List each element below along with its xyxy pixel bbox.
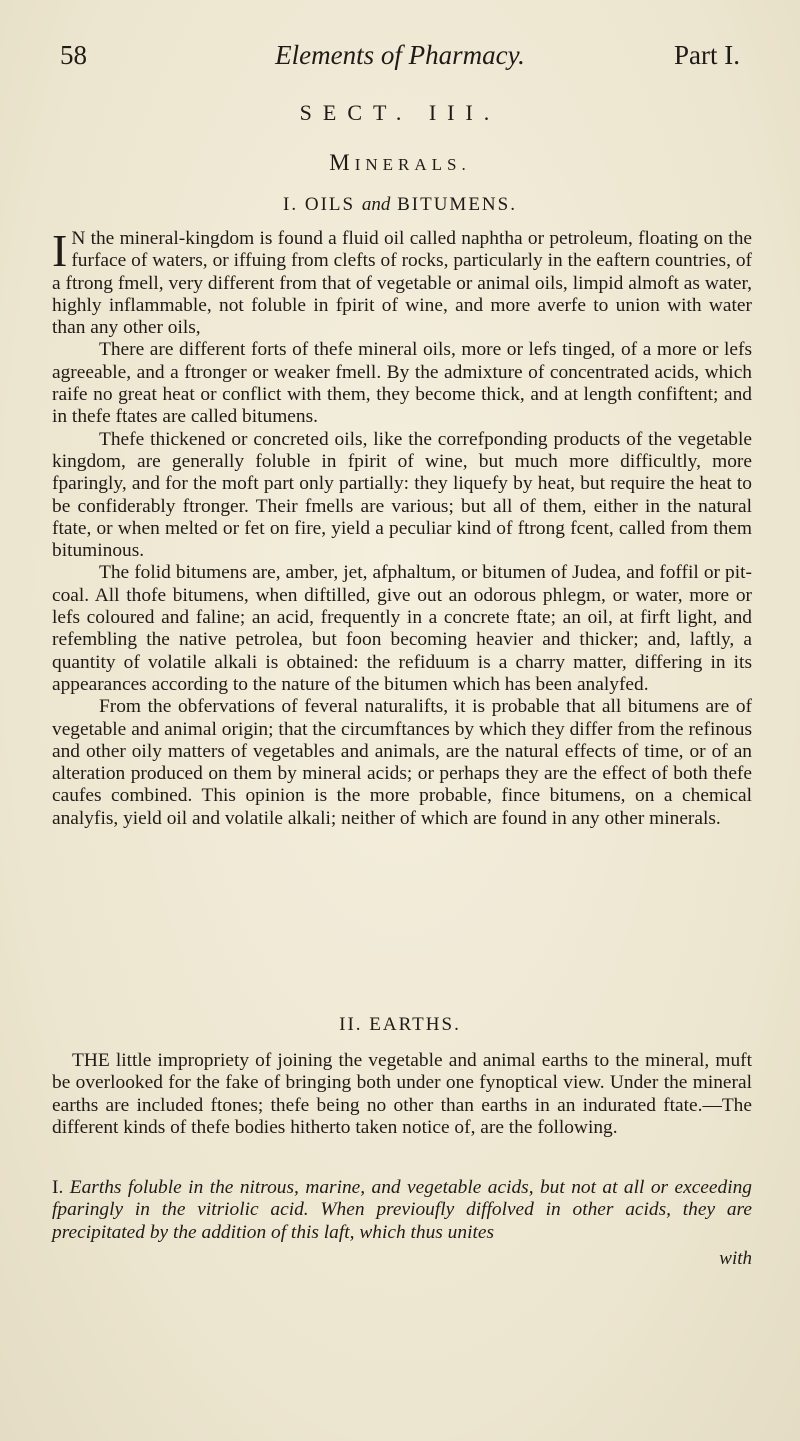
paragraph-2: There are different forts of thefe mineral oils, more or lefs tinged, of a more or lefs agreeable, and a ftronger or weaker fmell. By the admixture of concentrated acids, which raife no great heat or conflict with them, they become thick, and at length confiftent; and in thefe ftates are called bitumens. bbox=[52, 339, 752, 428]
page-number: 58 bbox=[60, 40, 87, 70]
running-header bbox=[60, 40, 740, 80]
enum-label: I. bbox=[52, 1177, 64, 1198]
section-heading: SECT. III. bbox=[299, 100, 501, 125]
enum-text: Earths foluble in the nitrous, marine, and vegetable acids, but not at all or exceeding fparingly in the vitriolic acid. When previoufly diffolved in other acids, they are precipitated by the addition of this laft, which thus unites bbox=[52, 1177, 752, 1243]
subsection-label: I. OILS bbox=[283, 194, 356, 215]
earths-text bbox=[52, 1050, 752, 1139]
enumerated-item bbox=[52, 1177, 752, 1244]
paragraph-3: Thefe thickened or concreted oils, like the correfponding products of the vegetable kingdom, are generally foluble in fpirit of wine, but much more difficultly, more fparingly, and for the moft part only partially: they liquefy by heat, but require the heat to be confiderably ftronger. Their fmells are various; but all of them, either in the natural ftate, or when melted or fet on fire, yield a peculiar kind of ftrong fcent, called from them bituminous. bbox=[52, 428, 752, 562]
section-title-initial: M bbox=[329, 150, 355, 175]
paragraph-4: The folid bitumens are, amber, jet, afphaltum, or bitumen of Judea, and foffil or pit-coal. All thofe bitumens, when diftilled, give out an odorous phlegm, or water, more or lefs coloured and faline; an acid, frequently in a concrete ftate; an oil, at firft light, and refembling the native petrolea, but foon becoming heavier and thicker; and, laftly, a quantity of volatile alkali is obtained: the refiduum is a charry matter, differing in its appearances according to the nature of the bitumen which has been analyfed. bbox=[52, 562, 752, 695]
earths-paragraph: THE little impropriety of joining the vegetable and animal earths to the mineral, muft be overlooked for the fake of bringing both under one fynoptical view. Under the mineral earths are included ftones; thefe being no other than earths in an indurated ftate.—The different kinds of thefe bodies hitherto taken notice of, are the following. bbox=[52, 1050, 752, 1138]
subsection-heading-oils bbox=[0, 194, 800, 216]
paragraph-5: From the obfervations of feveral naturalifts, it is probable that all bitumens are of vegetable and animal origin; that the circumftances by which they differ from the refinous and other oily matters of vegetables and animals, are the natural effects of time, or of an alteration produced on them by mineral acids; or perhaps they are the effect of both thefe caufes combined. This opinion is the more probable, fince bitumens, on a chemical analyfis, yield oil and volatile alkali; neither of which are found in any other minerals. bbox=[52, 696, 752, 829]
body-text bbox=[52, 225, 752, 830]
section-title bbox=[0, 150, 800, 176]
subsection-heading-earths: II. EARTHS. bbox=[339, 1014, 461, 1035]
subsection-rest: BITUMENS. bbox=[397, 194, 517, 215]
catchword: with bbox=[719, 1248, 752, 1269]
running-title: Elements of Pharmacy. bbox=[275, 40, 525, 70]
section-title-rest: INERALS. bbox=[354, 155, 471, 174]
subsection-and: and bbox=[361, 194, 391, 215]
paragraph-1 bbox=[52, 225, 752, 339]
paragraph-1-text: N the mineral-kingdom is found a fluid oil called naphtha or petroleum, floating on the furface of waters, or iffuing from clefts of rocks, particularly in the eaftern countries, of a ftrong fmell, very different from that of vegetable or animal oils, limpid almoft as water, highly inflammable, not foluble in fpirit of wine, and more averfe to union with water than any other oils, bbox=[52, 228, 752, 339]
part-label: Part I. bbox=[674, 40, 740, 70]
drop-cap: I bbox=[52, 225, 68, 276]
